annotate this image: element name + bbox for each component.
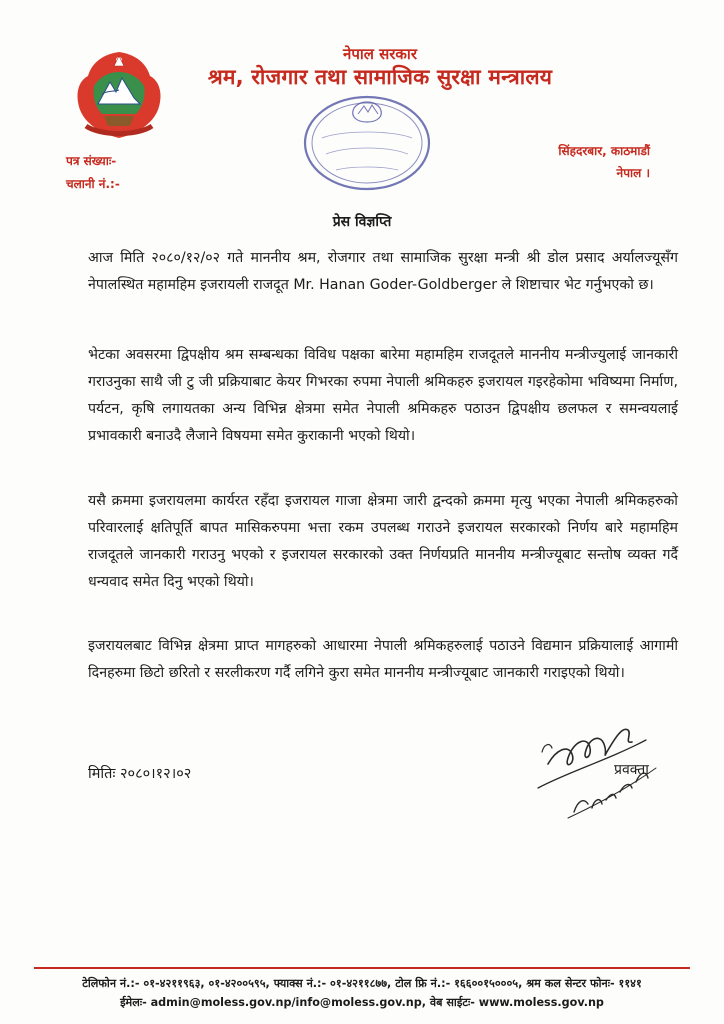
document-title: प्रेस विज्ञप्ति (332, 214, 392, 230)
government-name: नेपाल सरकार (343, 45, 417, 63)
paragraph-2: भेटका अवसरमा द्विपक्षीय श्रम सम्बन्धका विविध पक्षका बारेमा महामहिम राजदूतले माननीय मन्त्रीज्युलाई जानकारी गराउनुका साथै जी टु जी प्रक्रियाबाट केयर गिभरका रुपमा नेपाली श्रमिकहरु इजरायल गइरहेकोमा भविष्यमा निर्माण, पर्यटन, कृषि लगायतका अन्य विभिन्न क्षेत्रमा समेत नेपाली श्रमिकहरु पठाउन द्विपक्षीय छलफल र समन्वयलाई प्रभावकारी बनाउदै लैजाने विषयमा समेत कुराकानी भएको थियो। (88, 347, 678, 444)
footer-web-line: ईमेलः- admin@moless.gov.np/info@moless.gov.np, वेब साईटः- www.moless.gov.np (120, 996, 604, 1009)
address-block (558, 140, 650, 184)
paragraph-4: इजरायलबाट विभिन्न क्षेत्रमा प्राप्त मागहरुको आधारमा नेपाली श्रमिकहरुलाई पठाउने विद्यमान प्रक्रियालाई आगामी दिनहरुमा छिटो छरितो र सरलीकरण गर्दै लगिने कुरा समेत माननीय मन्त्रीज्यूबाट जानकारी गराइएको थियो। (88, 638, 678, 681)
footer-divider (34, 967, 690, 969)
paragraph-3: यसै क्रममा इजरायलमा कार्यरत रहँदा इजरायल गाजा क्षेत्रमा जारी द्वन्दको क्रममा मृत्यु भएका नेपाली श्रमिकहरुको परिवारलाई क्षतिपूर्ति बापत मासिकरुपमा भत्ता रकम उपलब्ध गराउने इजरायल सरकारको निर्णय बारे महामहिम राजदूतले जानकारी गराउनु भएको र इजरायल सरकारको उक्त निर्णयप्रति माननीय मन्त्रीज्यूबाट सन्तोष व्यक्त गर्दै धन्यवाद समेत दिनु भएको थियो। (88, 493, 678, 590)
paragraph-1: आज मिति २०८०/१२/०२ गते माननीय श्रम, रोजगार तथा सामाजिक सुरक्षा मन्त्री श्री डोल प्रसाद अर्यालज्यूसँग नेपालस्थित महामहिम इजरायली राजदूत Mr. Hanan Goder-Goldberger ले शिष्टाचार भेट गर्नुभएको छ। (88, 250, 678, 293)
dispatch-no-label: चलानी नं.:- (66, 177, 120, 191)
handwritten-signature (528, 700, 678, 830)
issue-date: मितिः २०८०।१२।०२ (88, 766, 192, 782)
ministry-seal-stamp (292, 88, 442, 198)
signatory-title: प्रवक्ता (614, 762, 649, 778)
ministry-name: श्रम, रोजगार तथा सामाजिक सुरक्षा मन्त्रालय (207, 65, 553, 89)
reference-block (66, 150, 120, 196)
address-line-2: नेपाल । (616, 166, 650, 180)
nepal-emblem-icon (64, 46, 174, 146)
address-line-1: सिंहदरबार, काठमाडौं (558, 144, 650, 158)
ref-no-label: पत्र संख्याः- (66, 154, 117, 168)
footer-contact-line: टेलिफोन नं.:- ०१-४२११९६३, ०१-४२००५९५, फ्याक्स नं.:- ०१-४२११८७७, टोल फ्रि नं.:- १६६००१५०००५, श्रम कल सेन्टर फोनः- ११४१ (82, 977, 642, 990)
